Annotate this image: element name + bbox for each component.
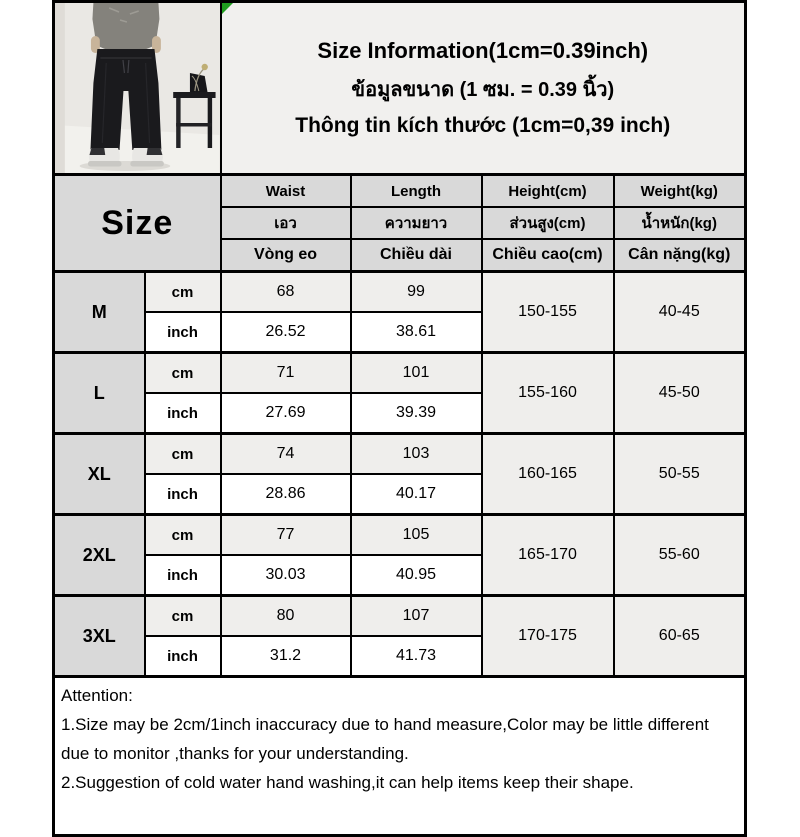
weight-range-value: 50-55 bbox=[614, 434, 746, 515]
product-photo-illustration bbox=[55, 3, 220, 173]
size-label: M bbox=[54, 272, 145, 353]
waist-inch-value: 30.03 bbox=[221, 555, 351, 596]
col-header-weight-th: น้ำหนัก(kg) bbox=[614, 207, 746, 239]
height-range-value: 165-170 bbox=[482, 515, 614, 596]
attention-line: Attention: bbox=[61, 686, 133, 705]
waist-inch-value: 27.69 bbox=[221, 393, 351, 434]
title-english: Size Information(1cm=0.39inch) bbox=[317, 38, 649, 63]
size-table bbox=[52, 0, 747, 837]
size-label: L bbox=[54, 353, 145, 434]
height-range-value: 150-155 bbox=[482, 272, 614, 353]
attention-line: 2.Suggestion of cold water hand washing,it can help items keep their shape. bbox=[61, 773, 634, 792]
length-inch-value: 39.39 bbox=[351, 393, 482, 434]
unit-label-cm: cm bbox=[145, 272, 221, 313]
size-chart-title bbox=[222, 38, 745, 138]
weight-range-value: 60-65 bbox=[614, 596, 746, 677]
col-header-length-vi: Chiều dài bbox=[351, 239, 482, 272]
unit-label-inch: inch bbox=[145, 312, 221, 353]
unit-label-cm: cm bbox=[145, 434, 221, 475]
waist-cm-value: 71 bbox=[221, 353, 351, 394]
col-header-weight-en: Weight(kg) bbox=[614, 175, 746, 208]
excel-green-corner-icon bbox=[222, 3, 233, 14]
weight-range-value: 45-50 bbox=[614, 353, 746, 434]
unit-label-cm: cm bbox=[145, 596, 221, 637]
waist-inch-value: 31.2 bbox=[221, 636, 351, 677]
photo-title-row bbox=[54, 2, 746, 175]
photo-wall-shade bbox=[55, 3, 65, 173]
height-range-value: 155-160 bbox=[482, 353, 614, 434]
weight-range-value: 40-45 bbox=[614, 272, 746, 353]
length-cm-value: 103 bbox=[351, 434, 482, 475]
product-photo-cell bbox=[54, 2, 221, 175]
length-inch-value: 40.17 bbox=[351, 474, 482, 515]
unit-label-inch: inch bbox=[145, 393, 221, 434]
waist-inch-value: 26.52 bbox=[221, 312, 351, 353]
waist-cm-value: 68 bbox=[221, 272, 351, 313]
size-label: XL bbox=[54, 434, 145, 515]
size-row-m-cm bbox=[54, 272, 746, 313]
size-chart-sheet bbox=[52, 0, 747, 837]
col-header-height-en: Height(cm) bbox=[482, 175, 614, 208]
length-cm-value: 99 bbox=[351, 272, 482, 313]
col-header-waist-en: Waist bbox=[221, 175, 351, 208]
header-row-english bbox=[54, 175, 746, 208]
length-inch-value: 41.73 bbox=[351, 636, 482, 677]
size-row-3xl-cm bbox=[54, 596, 746, 637]
col-header-height-th: ส่วนสูง(cm) bbox=[482, 207, 614, 239]
height-range-value: 170-175 bbox=[482, 596, 614, 677]
unit-label-cm: cm bbox=[145, 515, 221, 556]
col-header-waist-vi: Vòng eo bbox=[221, 239, 351, 272]
waist-inch-value: 28.86 bbox=[221, 474, 351, 515]
unit-label-cm: cm bbox=[145, 353, 221, 394]
unit-label-inch: inch bbox=[145, 636, 221, 677]
col-header-waist-th: เอว bbox=[221, 207, 351, 239]
col-header-weight-vi: Cân nặng(kg) bbox=[614, 239, 746, 272]
length-cm-value: 101 bbox=[351, 353, 482, 394]
attention-line: due to monitor ,thanks for your understanding. bbox=[61, 744, 409, 763]
col-header-length-en: Length bbox=[351, 175, 482, 208]
size-row-2xl-cm bbox=[54, 515, 746, 556]
col-header-length-th: ความยาว bbox=[351, 207, 482, 239]
waist-cm-value: 77 bbox=[221, 515, 351, 556]
length-cm-value: 107 bbox=[351, 596, 482, 637]
unit-label-inch: inch bbox=[145, 474, 221, 515]
title-thai: ข้อมูลขนาด (1 ซม. = 0.39 นิ้ว) bbox=[351, 79, 615, 101]
plant-flower bbox=[202, 64, 208, 70]
attention-note bbox=[54, 677, 746, 836]
tshirt bbox=[92, 3, 159, 53]
unit-label-inch: inch bbox=[145, 555, 221, 596]
title-cell bbox=[221, 2, 746, 175]
title-vietnamese: Thông tin kích thước (1cm=0,39 inch) bbox=[295, 114, 671, 137]
size-label: 2XL bbox=[54, 515, 145, 596]
waist-cm-value: 74 bbox=[221, 434, 351, 475]
size-header: Size bbox=[54, 175, 221, 272]
col-header-height-vi: Chiều cao(cm) bbox=[482, 239, 614, 272]
attention-row bbox=[54, 677, 746, 836]
length-cm-value: 105 bbox=[351, 515, 482, 556]
weight-range-value: 55-60 bbox=[614, 515, 746, 596]
size-label: 3XL bbox=[54, 596, 145, 677]
attention-line: 1.Size may be 2cm/1inch inaccuracy due to hand measure,Color may be little different bbox=[61, 715, 709, 734]
length-inch-value: 38.61 bbox=[351, 312, 482, 353]
size-row-xl-cm bbox=[54, 434, 746, 475]
size-row-l-cm bbox=[54, 353, 746, 394]
length-inch-value: 40.95 bbox=[351, 555, 482, 596]
waist-cm-value: 80 bbox=[221, 596, 351, 637]
height-range-value: 160-165 bbox=[482, 434, 614, 515]
